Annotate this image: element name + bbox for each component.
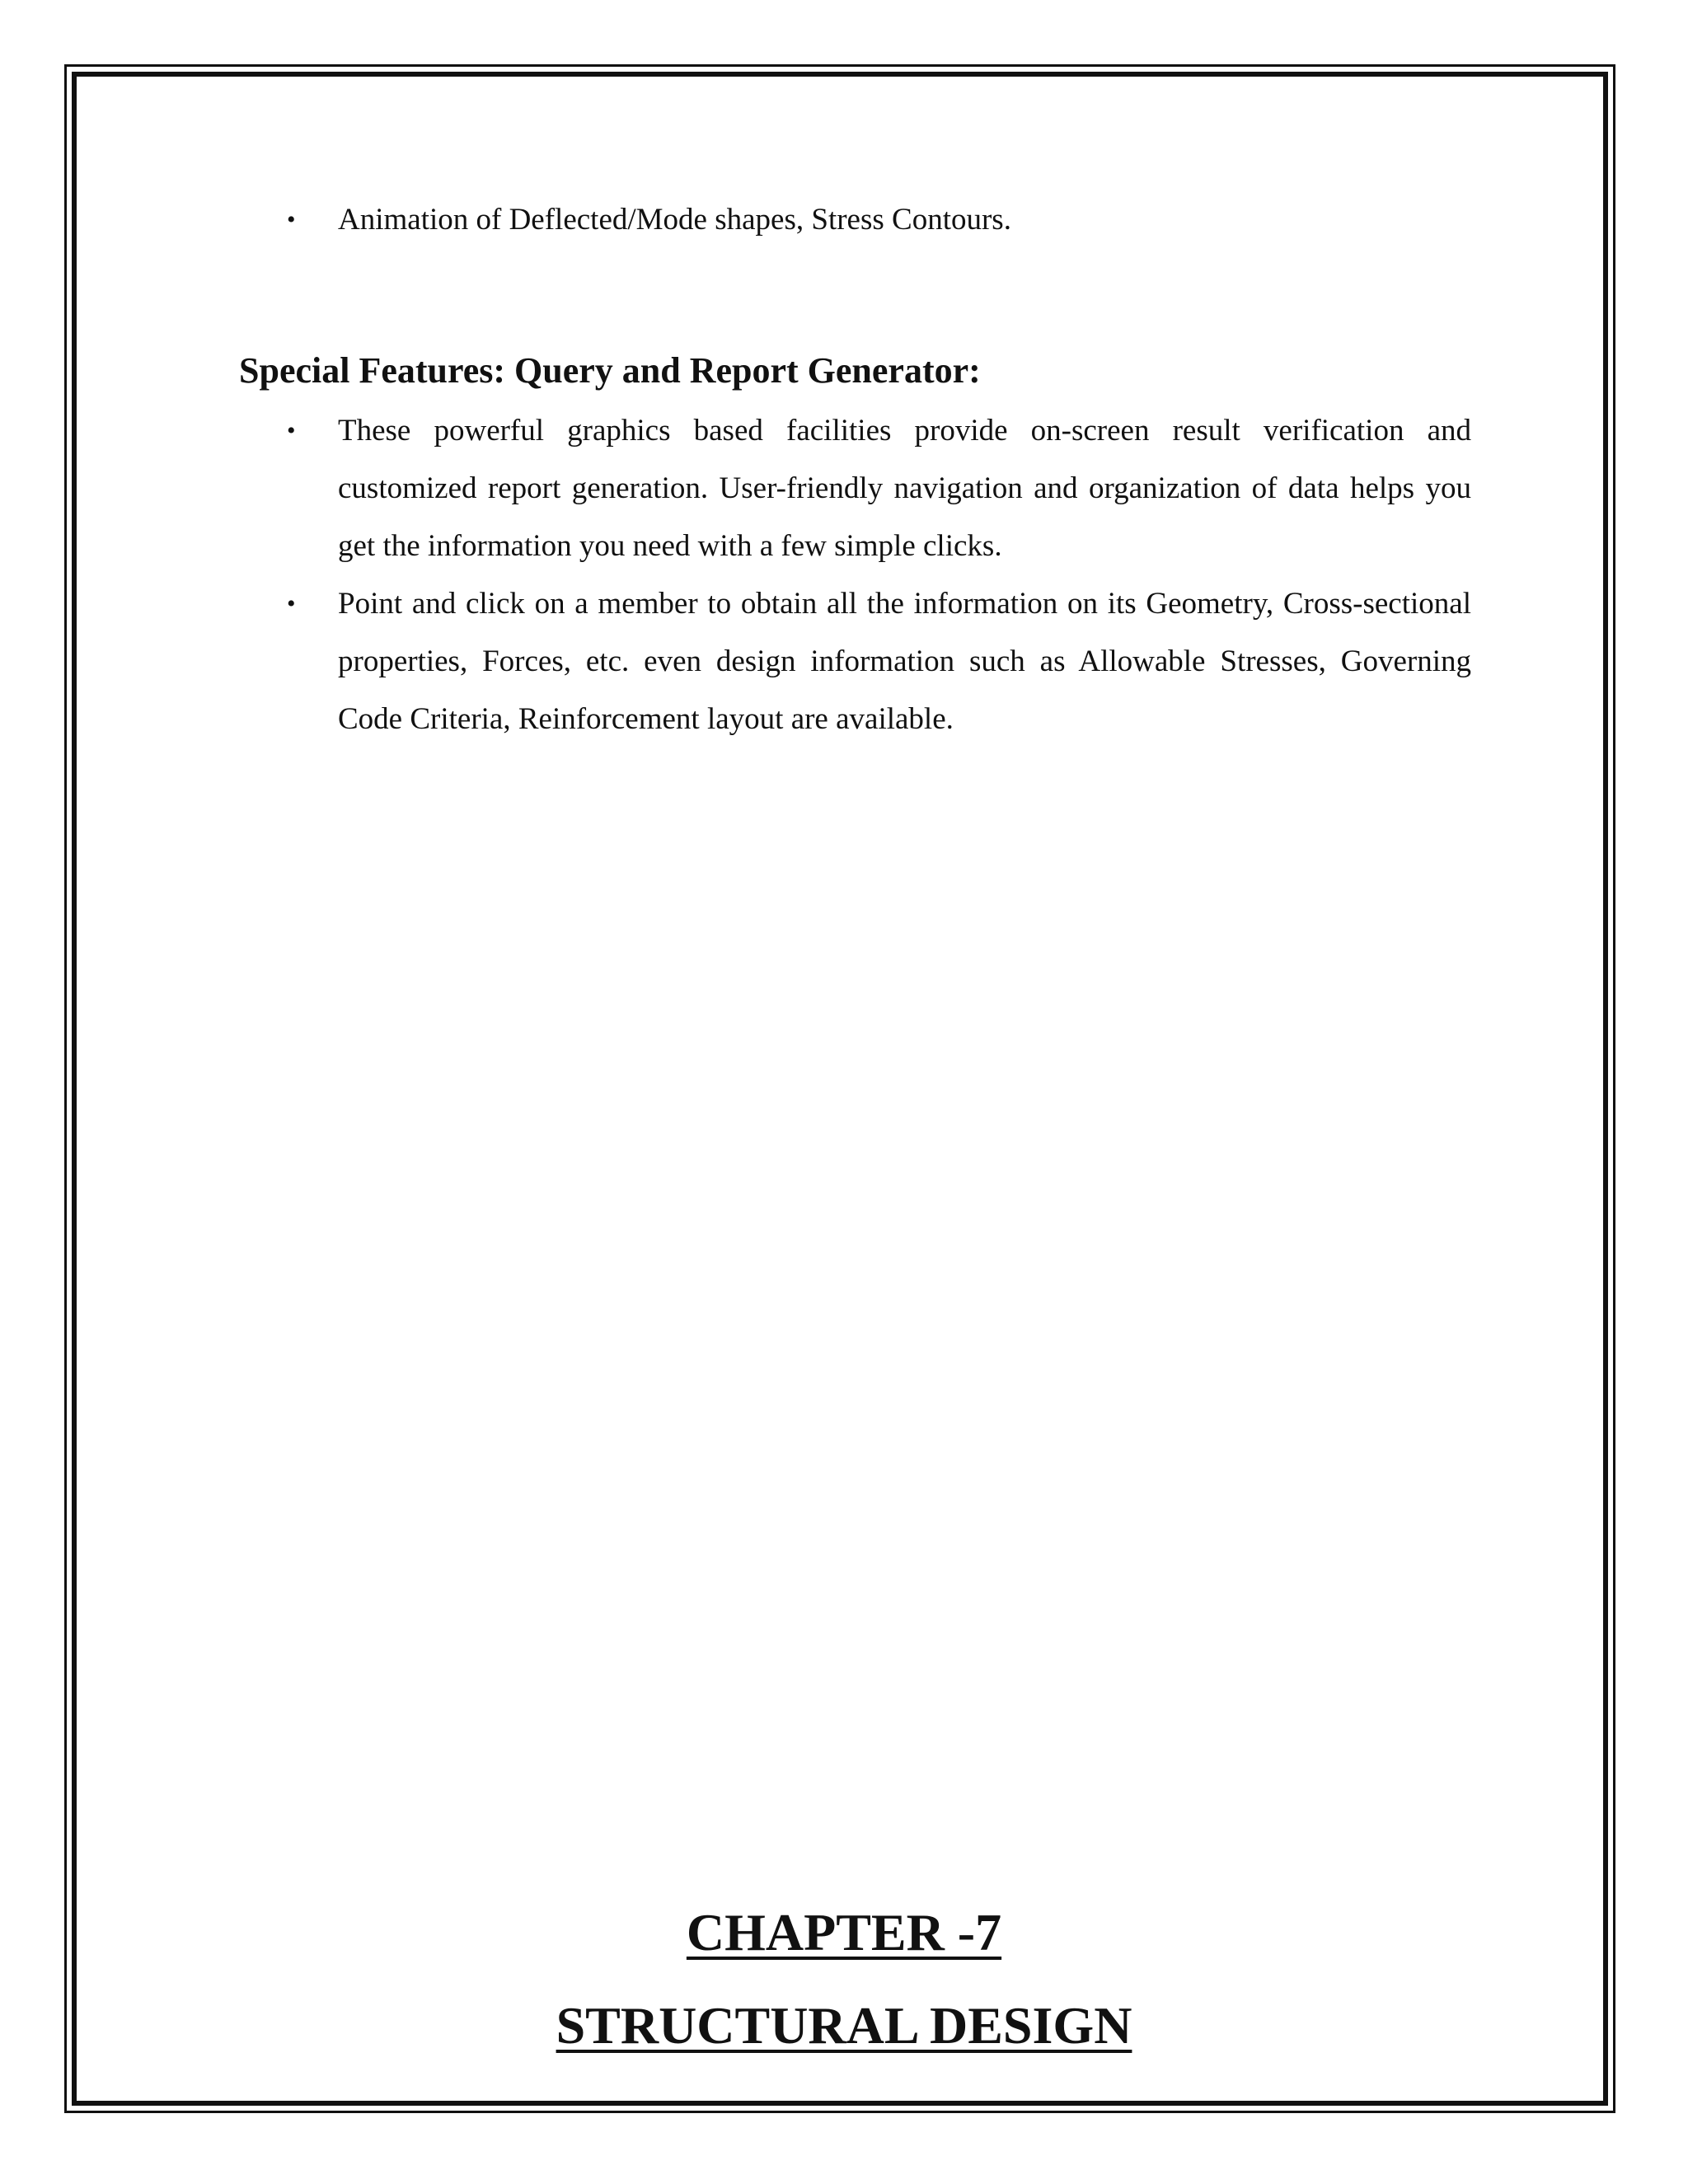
list-item: [239, 402, 1471, 575]
section-heading: Special Features: Query and Report Generator:: [239, 350, 981, 391]
bullet-text: Animation of Deflected/Mode shapes, Stress Contours.: [338, 203, 1011, 237]
list-item: [239, 191, 1471, 249]
list-item: [239, 575, 1471, 748]
chapter-title: STRUCTURAL DESIGN: [556, 1996, 1132, 2055]
bullet-text: These powerful graphics based facilities provide on-screen result verification and customized report generation. User-friendly navigation and organization of data helps you get the information you need with a few simple clicks.: [338, 414, 1471, 563]
bullet-icon: •: [287, 206, 296, 233]
intro-bullet-list: [239, 191, 1471, 249]
section-bullet-list: [239, 402, 1471, 748]
bullet-icon: •: [287, 590, 296, 617]
bullet-text: Point and click on a member to obtain all the information on its Geometry, Cross-sectional properties, Forces, etc. even design information such as Allowable Stresses, Governing Code Criteria, Reinforcement layout are available.: [338, 587, 1471, 736]
bullet-icon: •: [287, 417, 296, 444]
page-content: [239, 191, 1471, 748]
chapter-number: CHAPTER -7: [686, 1903, 1002, 1961]
